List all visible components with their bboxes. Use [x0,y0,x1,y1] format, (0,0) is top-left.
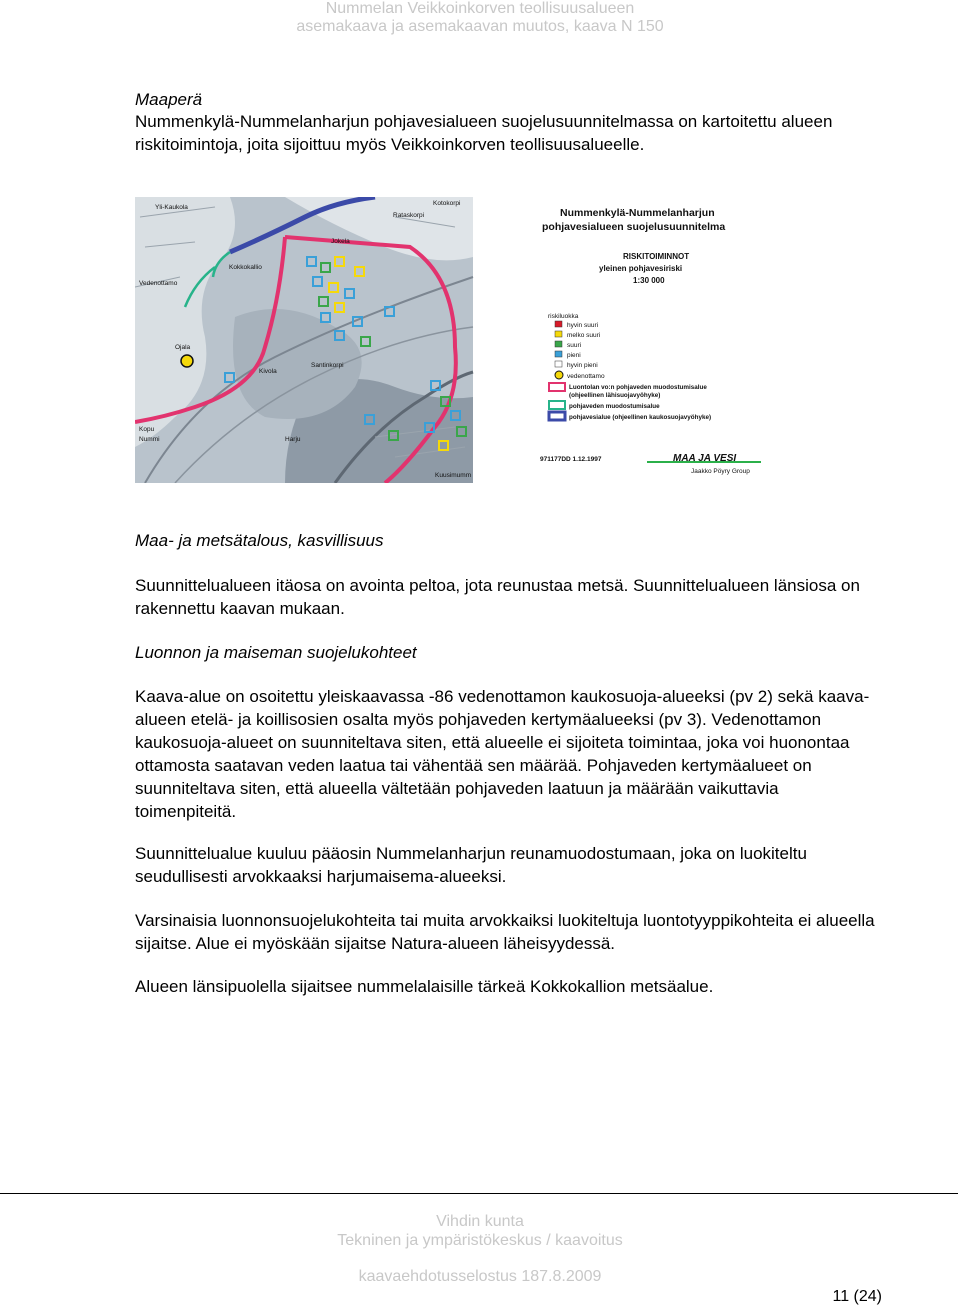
map-place-label: Kuusimumm [435,472,472,479]
legend-line-label: pohjaveden muodostumisalue [569,403,660,410]
header-title-line1: Nummelan Veikkoinkorven teollisuusalueen [325,0,635,17]
map-image [135,197,473,483]
map-place-label: Yli-Kaukola [155,204,188,211]
map-title-line2: pohjavesialueen suojelusuunnitelma [542,221,726,233]
map-place-label: Kopu [139,426,155,433]
footer-divider [0,1193,958,1194]
footer-line2: Tekninen ja ympäristökeskus / kaavoitus [337,1232,623,1249]
legend-vedenottamo-label: vedenottamo [567,373,605,380]
map-place-label: Vedenottamo [139,280,178,287]
map-place-label: Jokela [331,238,350,245]
map-place-label: Santinkorpi [311,362,344,369]
map-place-label: Rataskorpi [393,212,425,219]
legend-line-label2: (ohjeellinen lähisuojavyöhyke) [569,392,661,399]
paragraph-luonnon-4: Alueen länsipuolella sijaitsee nummelalaisille tärkeä Kokkokallion metsäalue. [135,977,714,996]
header-title-line2: asemakaava ja asemakaavan muutos, kaava N 150 [296,18,664,35]
map-subtitle1: RISKITOIMINNOT [623,252,690,261]
legend-item-label: pieni [567,352,581,359]
vedenottamo-marker-icon [181,355,193,367]
paragraph-luonnon-2: Suunnittelualue kuuluu pääosin Nummelanharjun reunamuodostumaan, joka on luokiteltu seudullisesti arvokkaaksi harjumaisema-alueeksi. [135,844,807,886]
map-place-label: Ojala [175,344,191,351]
map-place-label: Kotokorpi [433,200,461,207]
legend-item-label: suuri [567,342,582,349]
heading-luonnon: Luonnon ja maiseman suojelukohteet [135,643,417,662]
heading-maa-metsa: Maa- ja metsätalous, kasvillisuus [135,531,384,550]
risk-map-figure [135,197,771,483]
map-brand-logo: MAA JA VESI [673,453,737,464]
map-legend-panel [540,207,761,475]
legend-risk-items [555,321,600,369]
map-place-label: Kokkokallio [229,264,262,271]
legend-item-label: melko suuri [567,332,601,339]
map-place-label: Kivola [259,368,277,375]
heading-maapera: Maaperä [135,90,203,109]
legend-item-label: hyvin pieni [567,362,598,369]
footer-doc: kaavaehdotusselostus 187.8.2009 [358,1268,602,1285]
legend-item-label: hyvin suuri [567,322,599,329]
legend-line-items [549,383,711,421]
paragraph-maa-metsa: Suunnittelualueen itäosa on avointa peltoa, jota reunustaa metsä. Suunnittelualueen länsiosa on rakennettu kaavan mukaan. [135,576,860,618]
map-place-label: Harju [285,436,301,443]
map-code: 971177DD 1.12.1997 [540,456,602,463]
map-place-label: Nummi [139,436,160,443]
legend-line-label: pohjavesialue (ohjeellinen kaukosuojavyöhyke) [569,414,712,421]
paragraph-maapera: Nummenkylä-Nummelanharjun pohjavesialueen suojelusuunnitelmassa on kartoitettu alueen riskitoimintoja, joita sijoittuu myös Veikkoinkorven teollisuusalueelle. [135,112,833,154]
map-scale: 1:30 000 [633,276,665,285]
footer-line1: Vihdin kunta [436,1213,524,1230]
legend-line-label: Luontolan vo:n pohjaveden muodostumisalue [569,384,707,391]
page-number: 11 (24) [832,1288,882,1305]
paragraph-luonnon-3: Varsinaisia luonnonsuojelukohteita tai muita arvokkaiksi luokiteltuja luontotyyppikohteita ei alueella sijaitse. Alue ei myöskään sijaitse Natura-alueen läheisyydessä. [135,911,875,953]
legend-vedenottamo-icon [555,371,563,379]
legend-title: riskiluokka [548,313,579,320]
paragraph-luonnon-1: Kaava-alue on osoitettu yleiskaavassa -86 vedenottamon kaukosuoja-alueeksi (pv 2) sekä kaava-alueen etelä- ja koillisosien osalta myös pohjaveden kertymäalueeksi (pv 3). Vedenottamon kaukosuoja-alueet on suunniteltava siten, että alueelle ei sijoiteta toimintaa, joka voi huonontaa ottamosta saatavan veden laatua tai vähentää sen määrää. Pohjaveden kertymäalueet on suunniteltava siten, että alueella vältetään pohjaveden laatuun ja määrään vaikuttavia toimenpiteitä. [135,687,870,821]
map-brand-sub: Jaakko Pöyry Group [691,468,750,475]
map-title-line1: Nummenkylä-Nummelanharjun [560,207,715,219]
map-subtitle2: yleinen pohjavesiriski [599,264,683,273]
